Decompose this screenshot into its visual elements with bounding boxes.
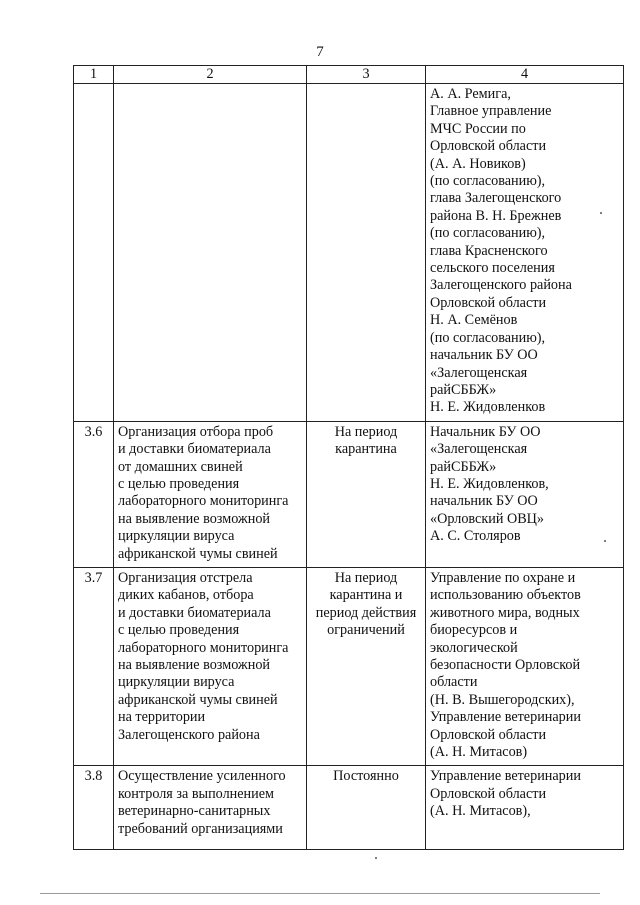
row-number: 3.7	[74, 567, 114, 765]
activity-cell: Организация отстрела диких кабанов, отбора и доставки биоматериала с целью проведения лабораторного мониторинга на выявление возможной циркуляции вируса африканской чумы свиней на территории Залегощенского района	[114, 567, 307, 765]
activity-cell: Осуществление усиленного контроля за выполнением ветеринарно-санитарных требований организациями	[114, 766, 307, 850]
scan-speck	[604, 540, 606, 542]
responsible-cell: А. А. Ремига, Главное управление МЧС России по Орловской области (А. А. Новиков) (по согласованию), глава Залегощенского района В. Н. Брежнев (по согласованию), глава Красненского сельского поселения Залегощенского района Орловской области Н. А. Семёнов (по согласованию), начальник БУ ОО «Залегощенская райСББЖ» Н. Е. Жидовленков	[426, 84, 624, 422]
table-row	[74, 84, 624, 422]
activity-cell: Организация отбора проб и доставки биоматериала от домашних свиней с целью проведения лабораторного мониторинга на выявление возможной циркуляции вируса африканской чумы свиней	[114, 421, 307, 567]
scan-speck	[600, 212, 602, 214]
period-cell: На период карантина и период действия ограничений	[307, 567, 426, 765]
period-cell	[307, 84, 426, 422]
page-number: 7	[316, 44, 324, 60]
responsible-cell: Управление по охране и использованию объектов животного мира, водных биоресурсов и экологической безопасности Орловской области (Н. В. Вышегородских), Управление ветеринарии Орловской области (А. Н. Митасов)	[426, 567, 624, 765]
responsible-cell: Начальник БУ ОО «Залегощенская райСББЖ» Н. Е. Жидовленков, начальник БУ ОО «Орловский ОВЦ» А. С. Столяров	[426, 421, 624, 567]
table-row	[74, 567, 624, 765]
measures-table	[73, 65, 624, 850]
header-cell-4: 4	[426, 66, 624, 84]
header-cell-2: 2	[114, 66, 307, 84]
activity-cell	[114, 84, 307, 422]
period-cell: На период карантина	[307, 421, 426, 567]
row-number: 3.8	[74, 766, 114, 850]
table-row	[74, 421, 624, 567]
period-cell: Постоянно	[307, 766, 426, 850]
header-cell-1: 1	[74, 66, 114, 84]
table-row	[74, 766, 624, 850]
scan-edge-line	[40, 893, 600, 894]
responsible-cell: Управление ветеринарии Орловской области (А. Н. Митасов),	[426, 766, 624, 850]
table-header-row	[74, 66, 624, 84]
header-cell-3: 3	[307, 66, 426, 84]
row-number	[74, 84, 114, 422]
row-number: 3.6	[74, 421, 114, 567]
scan-speck	[375, 857, 377, 859]
